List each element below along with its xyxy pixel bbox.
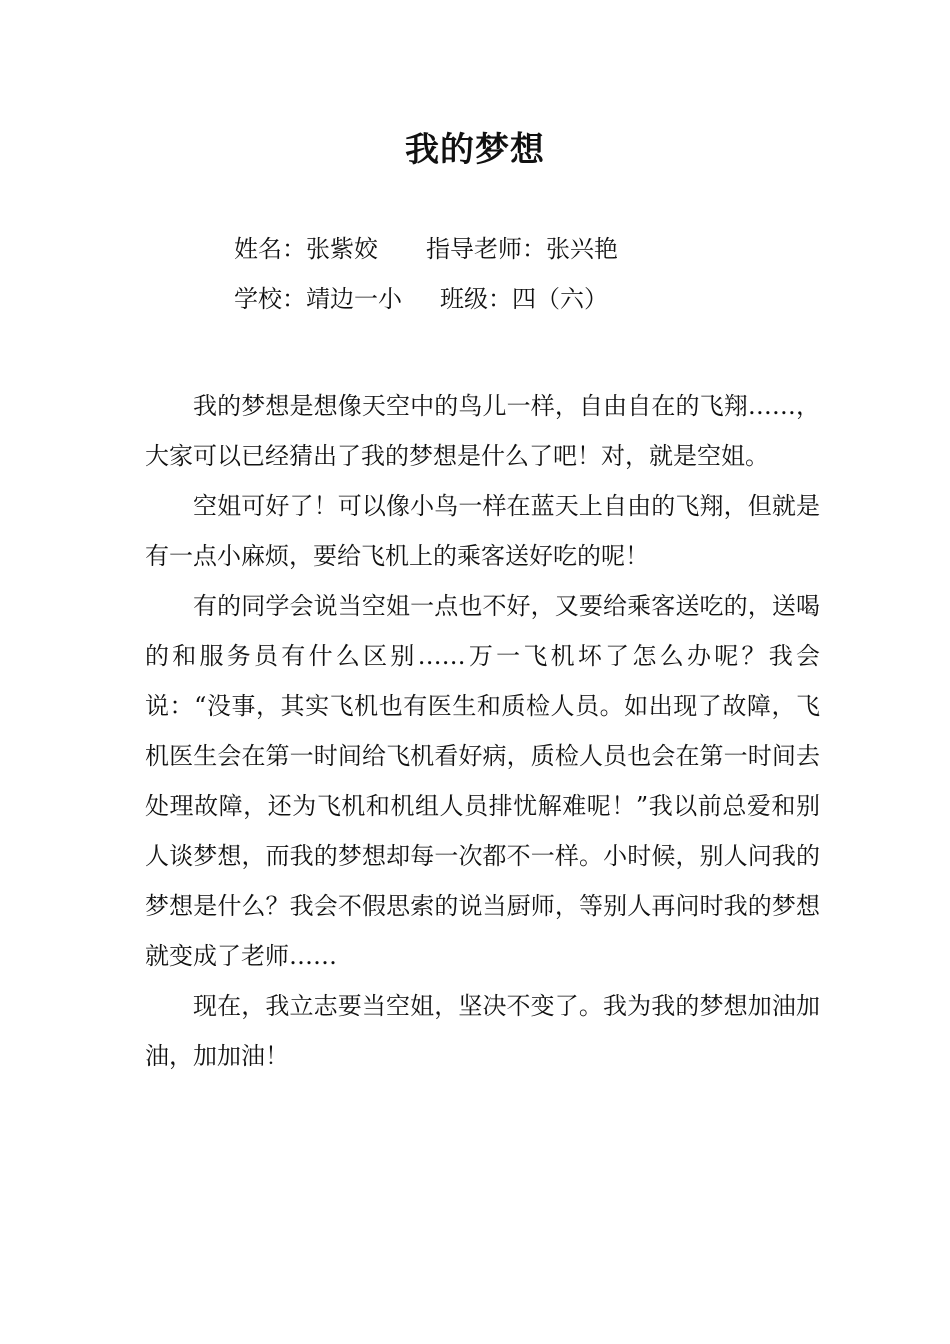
- school-value: 靖边一小: [306, 285, 402, 313]
- school-label: 学校：: [234, 285, 306, 313]
- essay-paragraph-1: 我的梦想是想像天空中的鸟儿一样，自由自在的飞翔……，大家可以已经猜出了我的梦想是什么了吧！对，就是空姐。: [145, 392, 820, 470]
- class-value: 四（六）: [512, 285, 608, 313]
- teacher-value: 张兴艳: [546, 235, 618, 263]
- essay-paragraph-3: 有的同学会说当空姐一点也不好，又要给乘客送吃的，送喝的和服务员有什么区别……万一飞机坏了怎么办呢？我会说：“没事，其实飞机也有医生和质检人员。如出现了故障，飞机医生会在第一时间给飞机看好病，质检人员也会在第一时间去处理故障，还为飞机和机组人员排忧解难呢！”我以前总爱和别人谈梦想，而我的梦想却每一次都不一样。小时候，别人问我的梦想是什么？我会不假思索的说当厨师，等别人再问时我的梦想就变成了老师……: [145, 592, 820, 970]
- name-value: 张紫姣: [306, 235, 378, 263]
- teacher-label: 指导老师：: [426, 235, 546, 263]
- author-row: [234, 232, 618, 266]
- page-title: 我的梦想: [405, 130, 545, 170]
- school-row: [234, 282, 608, 316]
- name-label: 姓名：: [234, 235, 306, 263]
- essay-paragraph-2: 空姐可好了！可以像小鸟一样在蓝天上自由的飞翔，但就是有一点小麻烦，要给飞机上的乘客送好吃的呢！: [145, 492, 820, 570]
- essay-body: [145, 381, 820, 1081]
- essay-paragraph-4: 现在，我立志要当空姐，坚决不变了。我为我的梦想加油加油，加加油！: [145, 992, 820, 1070]
- class-label: 班级：: [440, 285, 512, 313]
